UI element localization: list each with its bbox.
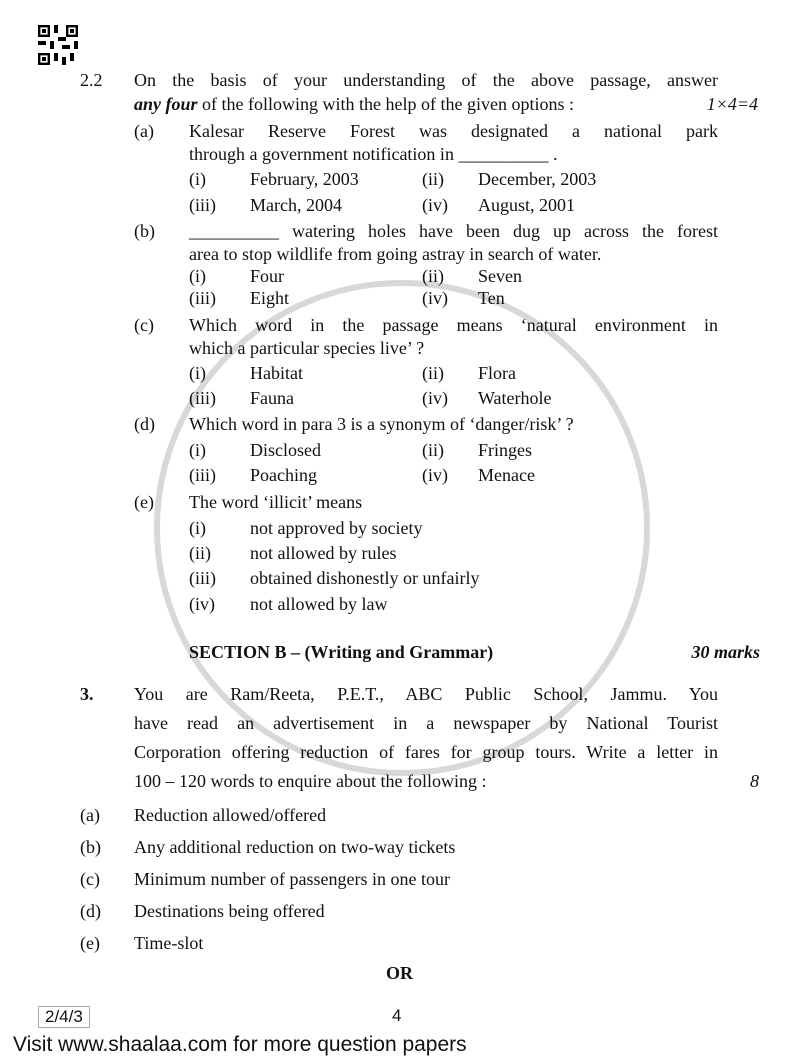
item-label: (a) xyxy=(134,121,154,141)
option-text: Ten xyxy=(478,288,505,308)
option-label: (i) xyxy=(189,440,206,460)
option-text: Fringes xyxy=(478,440,532,460)
option-label: (ii) xyxy=(422,266,444,286)
marks: 8 xyxy=(750,771,759,791)
option-text: Menace xyxy=(478,465,535,485)
item-label: (d) xyxy=(134,414,155,434)
option-text: not allowed by rules xyxy=(250,543,397,563)
option-label: (iv) xyxy=(189,594,215,614)
question-text: 100 – 120 words to enquire about the following : xyxy=(134,771,487,791)
option-text: Habitat xyxy=(250,363,303,383)
option-label: (iii) xyxy=(189,568,216,588)
question-text: Corporation offering reduction of fares for group tours. Write a letter in xyxy=(134,742,718,762)
option-label: (iv) xyxy=(422,465,448,485)
item-text: Which word in para 3 is a synonym of ‘danger/risk’ ? xyxy=(189,414,574,434)
item-text: Destinations being offered xyxy=(134,901,325,921)
item-label: (e) xyxy=(134,492,154,512)
option-label: (ii) xyxy=(422,363,444,383)
option-label: (i) xyxy=(189,169,206,189)
item-text: Kalesar Reserve Forest was designated a national park xyxy=(189,121,718,141)
option-text: Waterhole xyxy=(478,388,552,408)
question-text: You are Ram/Reeta, P.E.T., ABC Public School, Jammu. You xyxy=(134,684,718,704)
option-label: (iv) xyxy=(422,388,448,408)
item-text: __________ watering holes have been dug up across the forest xyxy=(189,221,718,241)
item-text: area to stop wildlife from going astray in search of water. xyxy=(189,244,602,264)
item-text: Time-slot xyxy=(134,933,204,953)
page-number: 4 xyxy=(392,1006,402,1025)
item-text: Reduction allowed/offered xyxy=(134,805,327,825)
option-text: Four xyxy=(250,266,285,286)
option-text: August, 2001 xyxy=(478,195,576,215)
section-title: SECTION B – (Writing and Grammar) xyxy=(189,642,494,662)
item-text: which a particular species live’ ? xyxy=(189,338,425,358)
option-label: (i) xyxy=(189,266,206,286)
qr-code-icon xyxy=(38,25,78,65)
item-text: The word ‘illicit’ means xyxy=(189,492,363,512)
or-label: OR xyxy=(386,963,413,983)
option-label: (iii) xyxy=(189,195,216,215)
item-label: (b) xyxy=(134,221,155,241)
question-number: 3. xyxy=(80,684,94,704)
option-label: (ii) xyxy=(189,543,211,563)
option-text: Seven xyxy=(478,266,522,286)
option-label: (ii) xyxy=(422,440,444,460)
option-text: Disclosed xyxy=(250,440,321,460)
item-text: Any additional reduction on two-way tickets xyxy=(134,837,456,857)
item-label: (b) xyxy=(80,837,101,857)
item-label: (c) xyxy=(134,315,154,335)
marks: 1×4=4 xyxy=(706,94,758,114)
section-marks: 30 marks xyxy=(691,642,760,662)
visit-banner[interactable]: Visit www.shaalaa.com for more question papers xyxy=(13,1033,467,1056)
option-label: (iii) xyxy=(189,288,216,308)
option-text: Eight xyxy=(250,288,289,308)
option-label: (iv) xyxy=(422,195,448,215)
item-label: (a) xyxy=(80,805,100,825)
option-label: (ii) xyxy=(422,169,444,189)
item-label: (d) xyxy=(80,901,101,921)
option-text: February, 2003 xyxy=(250,169,359,189)
question-text-line2 xyxy=(134,93,574,115)
option-label: (iii) xyxy=(189,388,216,408)
option-text: Fauna xyxy=(250,388,294,408)
paper-code: 2/4/3 xyxy=(38,1006,90,1028)
option-text: December, 2003 xyxy=(478,169,597,189)
text: of the following with the help of the given options : xyxy=(197,94,574,114)
item-text: Which word in the passage means ‘natural environment in xyxy=(189,315,718,335)
item-text: Minimum number of passengers in one tour xyxy=(134,869,450,889)
question-text: On the basis of your understanding of the above passage, answer xyxy=(134,70,718,90)
question-text: have read an advertisement in a newspaper by National Tourist xyxy=(134,713,718,733)
option-label: (i) xyxy=(189,363,206,383)
option-label: (iv) xyxy=(422,288,448,308)
question-number: 2.2 xyxy=(80,70,103,90)
item-text: through a government notification in __________ . xyxy=(189,144,558,164)
option-text: Flora xyxy=(478,363,516,383)
option-text: not allowed by law xyxy=(250,594,388,614)
item-label: (e) xyxy=(80,933,100,953)
option-text: obtained dishonestly or unfairly xyxy=(250,568,480,588)
option-label: (i) xyxy=(189,518,206,538)
option-text: Poaching xyxy=(250,465,317,485)
option-text: March, 2004 xyxy=(250,195,342,215)
emphasis: any four xyxy=(134,94,198,114)
item-label: (c) xyxy=(80,869,100,889)
option-label: (iii) xyxy=(189,465,216,485)
option-text: not approved by society xyxy=(250,518,423,538)
